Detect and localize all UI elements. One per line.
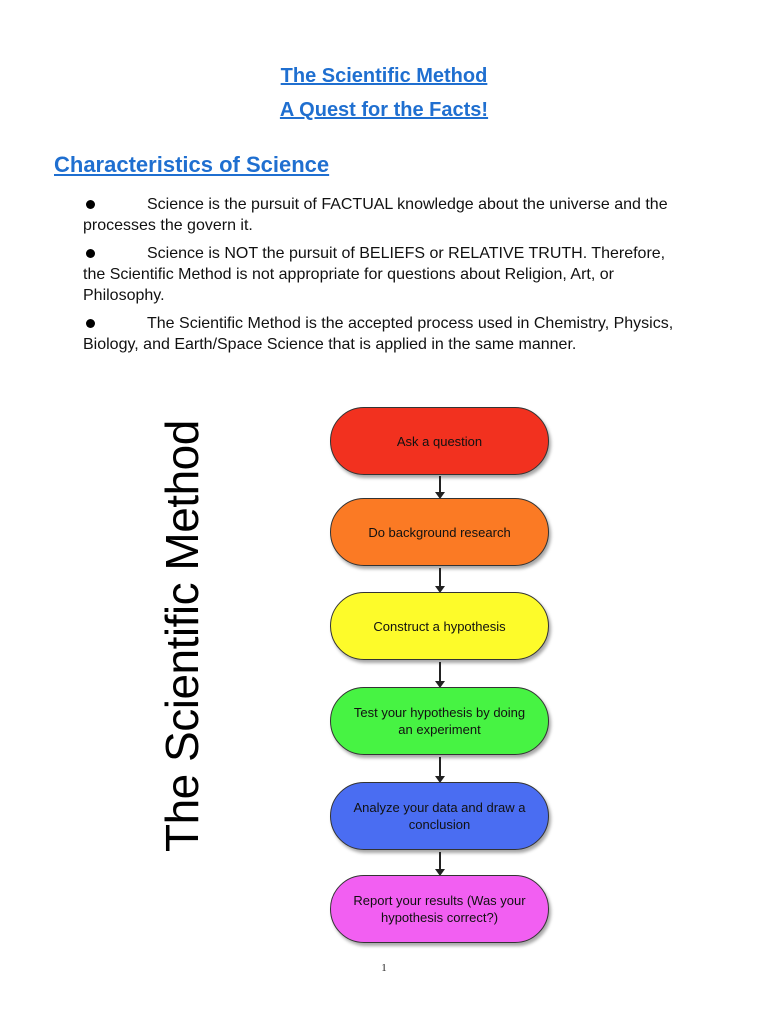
down-arrow-icon <box>439 662 441 686</box>
flow-step-label: Analyze your data and draw a conclusion <box>353 800 526 832</box>
bullet-icon <box>86 200 95 209</box>
down-arrow-icon <box>439 852 441 874</box>
bullet-icon <box>86 249 95 258</box>
characteristics-list <box>83 194 683 362</box>
down-arrow-icon <box>439 568 441 591</box>
flow-step-experiment <box>330 687 549 755</box>
flow-step-label: Test your hypothesis by doing an experiment <box>353 705 526 737</box>
list-item <box>83 313 683 355</box>
document-title: The Scientific Method <box>280 65 488 87</box>
bullet-icon <box>86 319 95 328</box>
document-subtitle: A Quest for the Facts! <box>279 99 489 121</box>
bullet-text: Science is the pursuit of FACTUAL knowledge about the universe and the processes the govern it. <box>83 196 668 234</box>
flow-step-label: Report your results (Was your hypothesis correct?) <box>353 893 526 925</box>
flow-step-hypothesis <box>330 592 549 660</box>
flowchart-title: The Scientific Method <box>156 420 208 852</box>
flow-step-label: Ask a question <box>396 433 483 449</box>
down-arrow-icon <box>439 757 441 781</box>
list-item <box>83 194 683 236</box>
bullet-text: The Scientific Method is the accepted process used in Chemistry, Physics, Biology, and Earth/Space Science that is applied in the same manner. <box>83 315 674 353</box>
list-item <box>83 243 683 306</box>
bullet-text: Science is NOT the pursuit of BELIEFS or RELATIVE TRUTH. Therefore, the Scientific Method is not appropriate for questions about Religion, Art, or Philosophy. <box>83 245 666 304</box>
flow-step-report-results <box>330 875 549 943</box>
flow-step-ask-question <box>330 407 549 475</box>
flow-step-background-research <box>330 498 549 566</box>
page-number: 1 <box>381 962 387 974</box>
flow-step-label: Construct a hypothesis <box>373 618 506 634</box>
flow-step-label: Do background research <box>368 524 511 540</box>
flow-step-analyze-data <box>330 782 549 850</box>
down-arrow-icon <box>439 476 441 497</box>
section-heading: Characteristics of Science <box>54 152 330 177</box>
